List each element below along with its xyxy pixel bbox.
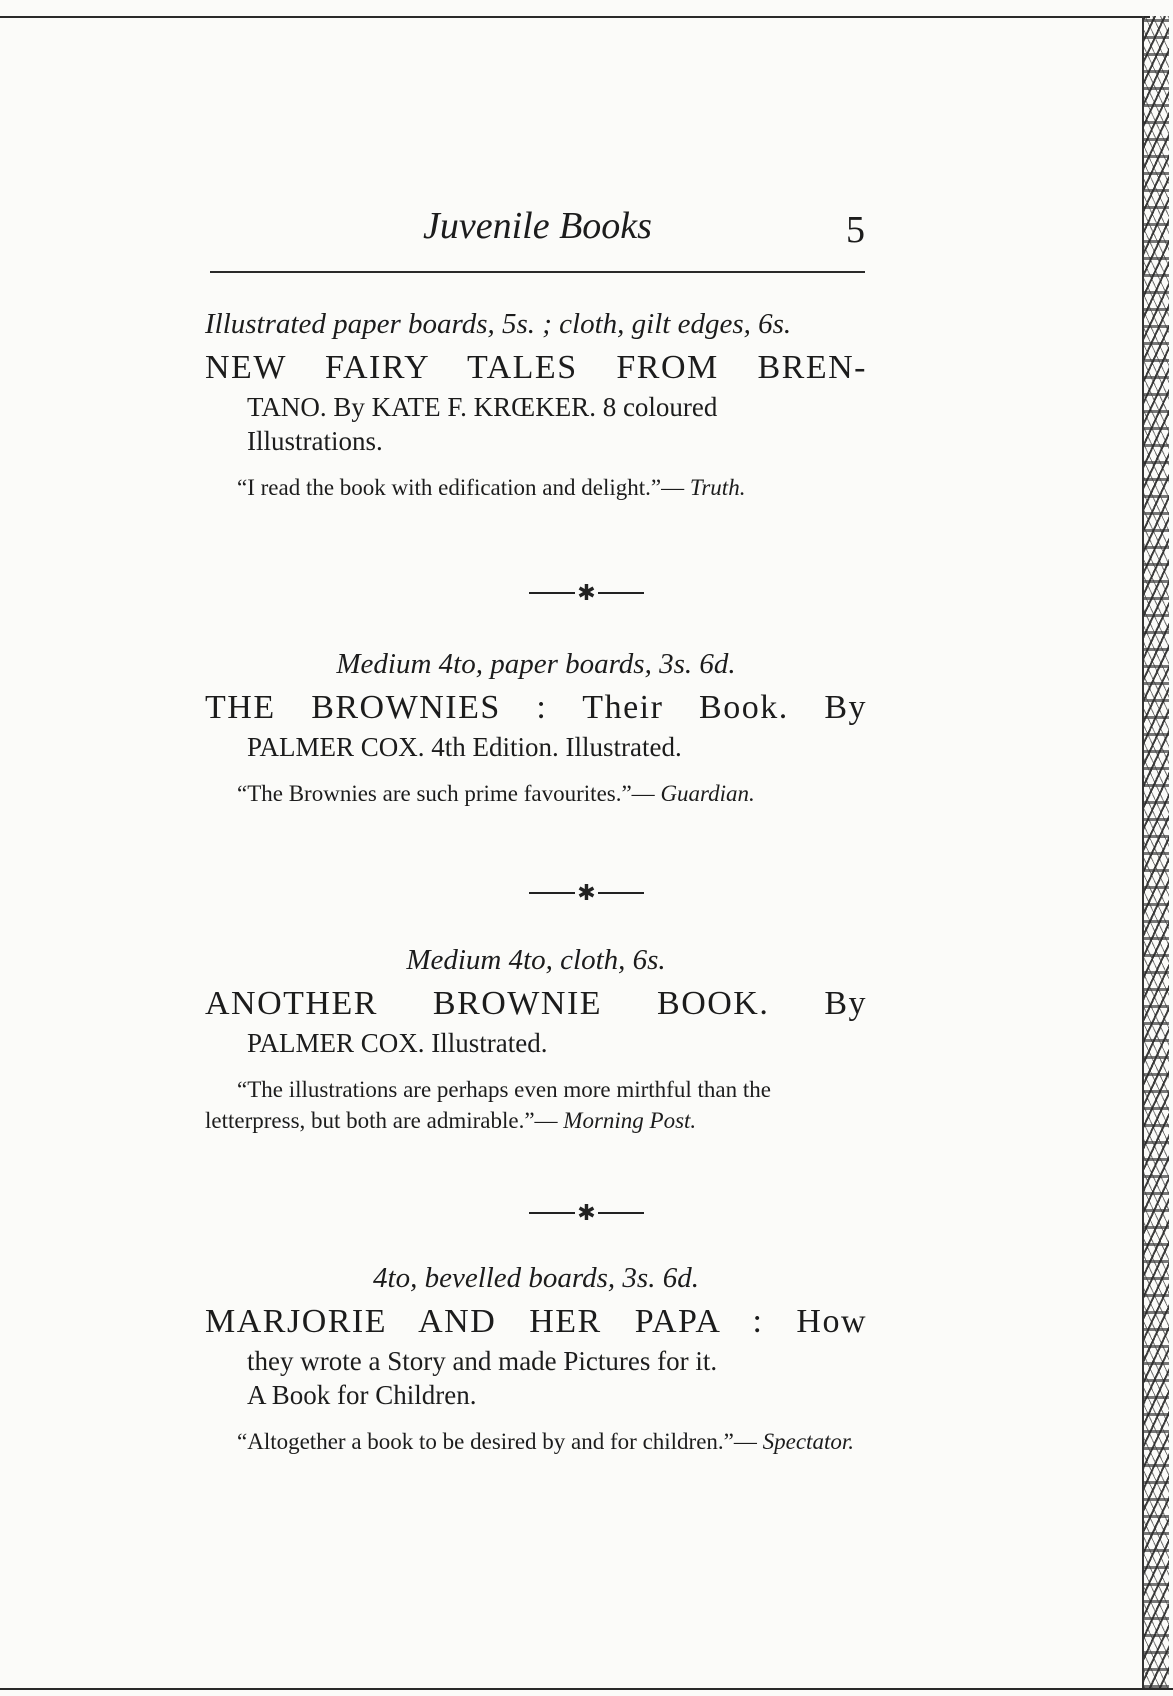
book-entry — [205, 306, 867, 503]
book-title: THE BROWNIES : Their Book. By — [205, 689, 867, 726]
review-quote — [205, 1426, 867, 1457]
book-title: MARJORIE AND HER PAPA : How — [205, 1303, 867, 1340]
book-entry — [205, 646, 867, 809]
quote-source: Morning Post. — [563, 1108, 697, 1133]
quote-source: Spectator. — [762, 1429, 854, 1454]
top-page-edge — [0, 16, 1150, 18]
quote-source: Truth. — [689, 475, 746, 500]
book-detail-line: TANO. By KATE F. KRŒKER. 8 coloured — [247, 392, 718, 422]
book-detail-line: Illustrations. — [247, 426, 383, 456]
divider-star-icon: ✱ — [577, 579, 596, 605]
book-entry — [205, 1260, 867, 1457]
section-divider — [0, 878, 1173, 906]
book-price: Illustrated paper boards, 5s. ; cloth, gilt edges, 6s. — [205, 308, 792, 340]
page-number: 5 — [846, 209, 865, 251]
quote-text: “I read the book with edification and delight.”— — [237, 475, 685, 500]
book-details — [205, 1344, 867, 1412]
quote-text: “The Brownies are such prime favourites.”— — [237, 781, 655, 806]
book-detail-line: A Book for Children. — [247, 1380, 477, 1410]
book-detail-line: they wrote a Story and made Pictures for it. — [247, 1346, 718, 1376]
book-detail-line: PALMER COX. Illustrated. — [247, 1028, 548, 1058]
book-title: ANOTHER BROWNIE BOOK. By — [205, 985, 867, 1022]
bottom-page-edge — [0, 1688, 1173, 1690]
page-title: Juvenile Books — [423, 205, 652, 247]
review-quote — [205, 1074, 867, 1136]
quote-text: “Altogether a book to be desired by and for children.”— — [237, 1429, 757, 1454]
book-price: Medium 4to, cloth, 6s. — [406, 944, 666, 976]
book-binding-edge — [1142, 16, 1169, 1688]
divider-star-icon: ✱ — [577, 879, 596, 905]
review-quote — [205, 778, 867, 809]
book-price: 4to, bevelled boards, 3s. 6d. — [373, 1262, 699, 1294]
section-divider — [0, 1198, 1173, 1226]
quote-source: Guardian. — [660, 781, 755, 806]
quote-text: “The illustrations are perhaps even more mirthful than the letterpress, but both are admirable.”— — [205, 1077, 771, 1133]
book-details — [205, 1026, 867, 1060]
book-details — [205, 390, 867, 458]
book-details — [205, 730, 867, 764]
section-divider — [0, 578, 1173, 606]
running-header — [210, 190, 865, 250]
book-price: Medium 4to, paper boards, 3s. 6d. — [336, 648, 736, 680]
book-title: NEW FAIRY TALES FROM BREN- — [205, 349, 867, 386]
book-entry — [205, 942, 867, 1136]
book-detail-line: PALMER COX. 4th Edition. Illustrated. — [247, 732, 682, 762]
review-quote — [205, 472, 867, 503]
divider-star-icon: ✱ — [577, 1199, 596, 1225]
header-rule — [210, 271, 865, 273]
